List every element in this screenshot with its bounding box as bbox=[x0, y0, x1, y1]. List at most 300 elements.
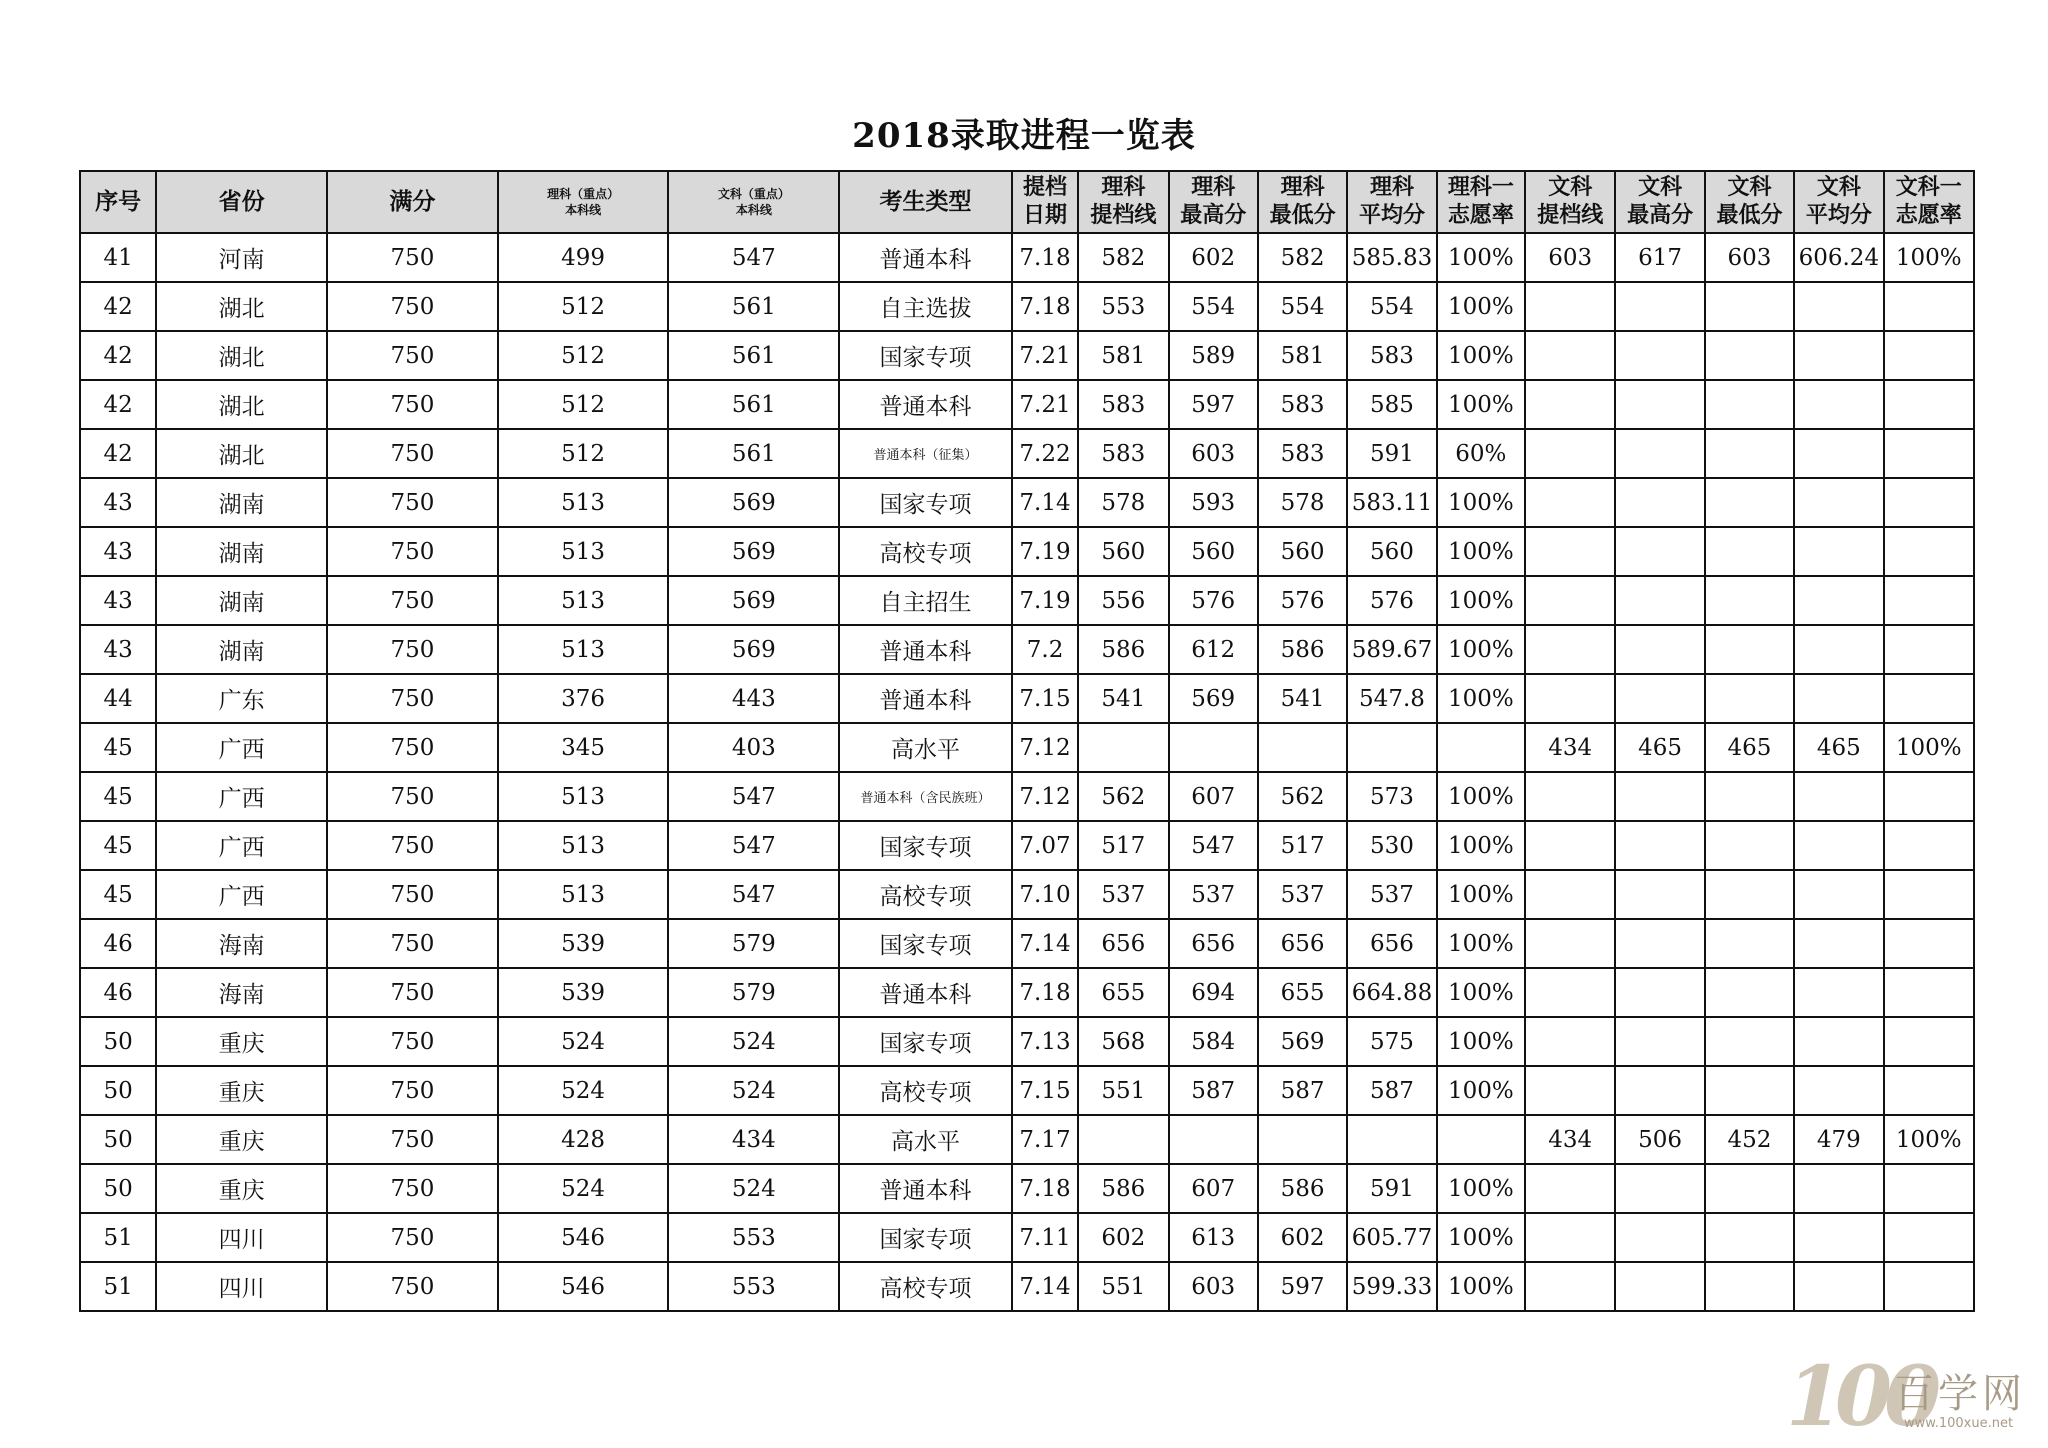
table-cell: 513 bbox=[498, 478, 669, 527]
table-row bbox=[80, 380, 1974, 429]
table-cell bbox=[1347, 723, 1436, 772]
table-cell: 586 bbox=[1078, 1164, 1168, 1213]
table-cell: 524 bbox=[668, 1017, 839, 1066]
table-cell: 428 bbox=[498, 1115, 669, 1164]
column-header-line: 提档线 bbox=[1537, 203, 1604, 228]
column-header-line: 最低分 bbox=[1269, 203, 1336, 228]
table-cell bbox=[1525, 968, 1615, 1017]
table-cell: 541 bbox=[1258, 674, 1347, 723]
column-header bbox=[1078, 171, 1168, 233]
table-cell bbox=[1705, 968, 1794, 1017]
table-cell bbox=[1884, 1213, 1974, 1262]
column-header-line: 提档 bbox=[1023, 175, 1068, 200]
column-header-line: 满分 bbox=[389, 189, 436, 215]
table-cell: 100% bbox=[1437, 1164, 1525, 1213]
table-cell: 高校专项 bbox=[839, 1066, 1012, 1115]
table-cell: 7.17 bbox=[1012, 1115, 1078, 1164]
table-cell bbox=[1794, 282, 1883, 331]
table-cell: 603 bbox=[1525, 233, 1615, 282]
table-cell: 434 bbox=[1525, 1115, 1615, 1164]
table-cell: 750 bbox=[327, 282, 498, 331]
table-cell: 569 bbox=[668, 478, 839, 527]
table-cell: 561 bbox=[668, 331, 839, 380]
column-header-line: 本科线 bbox=[565, 203, 602, 217]
table-cell bbox=[1705, 380, 1794, 429]
table-cell: 554 bbox=[1258, 282, 1347, 331]
table-cell: 561 bbox=[668, 380, 839, 429]
table-cell: 100% bbox=[1437, 1066, 1525, 1115]
table-cell: 50 bbox=[80, 1164, 156, 1213]
table-cell: 586 bbox=[1258, 1164, 1347, 1213]
table-cell bbox=[1884, 429, 1974, 478]
table-cell: 553 bbox=[668, 1262, 839, 1311]
table-cell: 100% bbox=[1437, 821, 1525, 870]
table-row bbox=[80, 870, 1974, 919]
table-cell: 41 bbox=[80, 233, 156, 282]
table-cell: 51 bbox=[80, 1213, 156, 1262]
column-header bbox=[1705, 171, 1794, 233]
table-cell: 376 bbox=[498, 674, 669, 723]
column-header bbox=[1347, 171, 1436, 233]
table-cell: 513 bbox=[498, 625, 669, 674]
table-cell: 603 bbox=[1169, 429, 1258, 478]
column-header bbox=[1258, 171, 1347, 233]
table-cell bbox=[1525, 1262, 1615, 1311]
table-cell bbox=[1794, 478, 1883, 527]
table-cell: 普通本科 bbox=[839, 674, 1012, 723]
table-cell: 国家专项 bbox=[839, 919, 1012, 968]
table-cell bbox=[1884, 625, 1974, 674]
table-cell bbox=[1705, 331, 1794, 380]
table-cell: 581 bbox=[1078, 331, 1168, 380]
table-cell bbox=[1525, 919, 1615, 968]
page-title: 2018录取进程一览表 bbox=[852, 116, 1196, 156]
table-cell: 7.15 bbox=[1012, 1066, 1078, 1115]
table-cell: 100% bbox=[1437, 1017, 1525, 1066]
table-cell bbox=[1794, 1066, 1883, 1115]
table-cell: 578 bbox=[1258, 478, 1347, 527]
table-cell bbox=[1525, 1017, 1615, 1066]
table-cell: 585.83 bbox=[1347, 233, 1436, 282]
column-header bbox=[1794, 171, 1883, 233]
table-cell bbox=[1705, 1213, 1794, 1262]
table-cell: 539 bbox=[498, 919, 669, 968]
table-cell bbox=[1169, 1115, 1258, 1164]
table-cell: 国家专项 bbox=[839, 1213, 1012, 1262]
table-cell: 607 bbox=[1169, 772, 1258, 821]
table-cell: 42 bbox=[80, 282, 156, 331]
table-cell: 750 bbox=[327, 380, 498, 429]
table-cell: 750 bbox=[327, 968, 498, 1017]
table-cell: 587 bbox=[1169, 1066, 1258, 1115]
table-cell bbox=[1884, 772, 1974, 821]
table-cell: 60% bbox=[1437, 429, 1525, 478]
table-cell: 512 bbox=[498, 380, 669, 429]
table-cell: 584 bbox=[1169, 1017, 1258, 1066]
table-cell: 537 bbox=[1078, 870, 1168, 919]
table-cell: 7.11 bbox=[1012, 1213, 1078, 1262]
table-cell: 547 bbox=[668, 870, 839, 919]
table-cell: 583 bbox=[1258, 429, 1347, 478]
column-header-line: 理科 bbox=[1191, 175, 1236, 200]
column-header-line: 提档线 bbox=[1090, 203, 1157, 228]
table-cell bbox=[1525, 870, 1615, 919]
table-cell bbox=[1884, 968, 1974, 1017]
table-cell: 自主选拔 bbox=[839, 282, 1012, 331]
table-cell bbox=[1884, 1262, 1974, 1311]
table-cell: 50 bbox=[80, 1017, 156, 1066]
table-cell: 重庆 bbox=[156, 1017, 327, 1066]
column-header bbox=[1884, 171, 1974, 233]
table-cell: 579 bbox=[668, 968, 839, 1017]
table-cell: 656 bbox=[1347, 919, 1436, 968]
table-cell: 750 bbox=[327, 1213, 498, 1262]
table-cell: 602 bbox=[1258, 1213, 1347, 1262]
table-cell bbox=[1705, 1164, 1794, 1213]
table-cell: 613 bbox=[1169, 1213, 1258, 1262]
table-cell bbox=[1794, 1164, 1883, 1213]
table-cell: 606.24 bbox=[1794, 233, 1883, 282]
table-cell bbox=[1525, 674, 1615, 723]
table-cell bbox=[1705, 429, 1794, 478]
column-header-line: 考生类型 bbox=[879, 189, 972, 215]
table-cell: 7.14 bbox=[1012, 1262, 1078, 1311]
table-cell bbox=[1615, 1066, 1704, 1115]
table-cell: 海南 bbox=[156, 919, 327, 968]
column-header-line: 理科 bbox=[1101, 175, 1146, 200]
table-cell: 7.19 bbox=[1012, 527, 1078, 576]
table-cell bbox=[1437, 1115, 1525, 1164]
table-cell: 593 bbox=[1169, 478, 1258, 527]
table-cell: 607 bbox=[1169, 1164, 1258, 1213]
table-cell bbox=[1615, 968, 1704, 1017]
table-cell: 597 bbox=[1169, 380, 1258, 429]
table-cell: 750 bbox=[327, 625, 498, 674]
table-cell: 750 bbox=[327, 1066, 498, 1115]
table-cell: 562 bbox=[1258, 772, 1347, 821]
table-cell: 42 bbox=[80, 429, 156, 478]
table-cell: 539 bbox=[498, 968, 669, 1017]
table-cell bbox=[1884, 919, 1974, 968]
table-cell: 524 bbox=[668, 1164, 839, 1213]
table-cell: 普通本科 bbox=[839, 1164, 1012, 1213]
table-row bbox=[80, 821, 1974, 870]
table-cell: 高水平 bbox=[839, 1115, 1012, 1164]
table-cell: 603 bbox=[1705, 233, 1794, 282]
table-cell bbox=[1884, 870, 1974, 919]
table-cell: 750 bbox=[327, 821, 498, 870]
column-header-line: 最高分 bbox=[1180, 203, 1247, 228]
table-cell: 513 bbox=[498, 576, 669, 625]
table-cell: 617 bbox=[1615, 233, 1704, 282]
table-cell: 45 bbox=[80, 772, 156, 821]
table-cell: 湖南 bbox=[156, 478, 327, 527]
table-cell: 512 bbox=[498, 282, 669, 331]
table-cell bbox=[1525, 625, 1615, 674]
table-cell: 585 bbox=[1347, 380, 1436, 429]
table-cell bbox=[1347, 1115, 1436, 1164]
column-header-line: 志愿率 bbox=[1895, 203, 1962, 228]
table-cell bbox=[1794, 429, 1883, 478]
table-cell: 普通本科（含民族班） bbox=[839, 772, 1012, 821]
table-cell bbox=[1615, 674, 1704, 723]
table-cell: 7.15 bbox=[1012, 674, 1078, 723]
table-cell: 560 bbox=[1078, 527, 1168, 576]
table-cell: 45 bbox=[80, 821, 156, 870]
table-cell bbox=[1437, 723, 1525, 772]
table-cell: 50 bbox=[80, 1115, 156, 1164]
table-row bbox=[80, 1017, 1974, 1066]
table-cell: 7.12 bbox=[1012, 723, 1078, 772]
table-cell: 国家专项 bbox=[839, 1017, 1012, 1066]
table-row bbox=[80, 331, 1974, 380]
table-cell: 7.22 bbox=[1012, 429, 1078, 478]
table-cell: 100% bbox=[1437, 772, 1525, 821]
table-cell: 561 bbox=[668, 282, 839, 331]
table-cell: 537 bbox=[1169, 870, 1258, 919]
table-cell: 576 bbox=[1347, 576, 1436, 625]
table-cell: 583.11 bbox=[1347, 478, 1436, 527]
table-cell: 569 bbox=[668, 527, 839, 576]
table-cell: 551 bbox=[1078, 1262, 1168, 1311]
table-cell: 599.33 bbox=[1347, 1262, 1436, 1311]
table-cell bbox=[1884, 1164, 1974, 1213]
table-cell: 656 bbox=[1258, 919, 1347, 968]
column-header-line: 文科（重点） bbox=[717, 187, 790, 201]
table-cell: 43 bbox=[80, 625, 156, 674]
table-cell: 100% bbox=[1437, 870, 1525, 919]
table-cell: 554 bbox=[1169, 282, 1258, 331]
table-row bbox=[80, 968, 1974, 1017]
table-cell: 587 bbox=[1347, 1066, 1436, 1115]
column-header bbox=[1615, 171, 1704, 233]
table-cell: 547 bbox=[1169, 821, 1258, 870]
table-cell: 582 bbox=[1078, 233, 1168, 282]
table-row bbox=[80, 1262, 1974, 1311]
table-cell bbox=[1794, 674, 1883, 723]
table-cell bbox=[1615, 282, 1704, 331]
table-cell: 750 bbox=[327, 723, 498, 772]
table-cell: 591 bbox=[1347, 1164, 1436, 1213]
table-cell: 587 bbox=[1258, 1066, 1347, 1115]
table-cell: 高校专项 bbox=[839, 1262, 1012, 1311]
table-cell: 524 bbox=[668, 1066, 839, 1115]
table-cell bbox=[1794, 821, 1883, 870]
table-cell: 750 bbox=[327, 870, 498, 919]
table-cell bbox=[1705, 1066, 1794, 1115]
table-cell: 湖南 bbox=[156, 527, 327, 576]
table-cell: 560 bbox=[1258, 527, 1347, 576]
table-row bbox=[80, 919, 1974, 968]
table-cell: 434 bbox=[1525, 723, 1615, 772]
table-cell bbox=[1705, 478, 1794, 527]
table-cell: 100% bbox=[1437, 968, 1525, 1017]
table-cell: 7.13 bbox=[1012, 1017, 1078, 1066]
table-cell: 499 bbox=[498, 233, 669, 282]
column-header bbox=[1437, 171, 1525, 233]
table-cell bbox=[1705, 772, 1794, 821]
table-row bbox=[80, 478, 1974, 527]
table-cell bbox=[1615, 625, 1704, 674]
table-cell: 7.18 bbox=[1012, 233, 1078, 282]
table-cell: 100% bbox=[1437, 919, 1525, 968]
table-cell: 513 bbox=[498, 772, 669, 821]
table-cell: 100% bbox=[1437, 233, 1525, 282]
table-cell: 43 bbox=[80, 527, 156, 576]
table-cell bbox=[1525, 380, 1615, 429]
table-cell: 高水平 bbox=[839, 723, 1012, 772]
table-row bbox=[80, 1164, 1974, 1213]
table-cell: 575 bbox=[1347, 1017, 1436, 1066]
column-header-line: 最高分 bbox=[1627, 203, 1694, 228]
table-cell: 560 bbox=[1169, 527, 1258, 576]
table-cell: 434 bbox=[668, 1115, 839, 1164]
table-cell bbox=[1615, 576, 1704, 625]
table-cell: 100% bbox=[1437, 282, 1525, 331]
table-cell bbox=[1615, 919, 1704, 968]
table-cell: 603 bbox=[1169, 1262, 1258, 1311]
table-cell bbox=[1615, 772, 1704, 821]
column-header bbox=[327, 171, 498, 233]
table-cell bbox=[1705, 821, 1794, 870]
table-cell bbox=[1705, 282, 1794, 331]
table-cell: 602 bbox=[1078, 1213, 1168, 1262]
table-cell: 551 bbox=[1078, 1066, 1168, 1115]
table-cell: 广西 bbox=[156, 870, 327, 919]
table-cell: 582 bbox=[1258, 233, 1347, 282]
table-cell: 569 bbox=[1169, 674, 1258, 723]
table-cell: 7.21 bbox=[1012, 331, 1078, 380]
watermark-text: 百学网 bbox=[1894, 1371, 2026, 1417]
table-cell: 569 bbox=[668, 625, 839, 674]
header-row bbox=[80, 171, 1974, 233]
table-cell: 100% bbox=[1437, 674, 1525, 723]
table-cell: 7.14 bbox=[1012, 478, 1078, 527]
table-cell: 750 bbox=[327, 1017, 498, 1066]
table-cell: 655 bbox=[1078, 968, 1168, 1017]
table-cell: 556 bbox=[1078, 576, 1168, 625]
table-cell: 547 bbox=[668, 821, 839, 870]
table-cell: 576 bbox=[1169, 576, 1258, 625]
table-cell bbox=[1705, 625, 1794, 674]
table-cell: 广东 bbox=[156, 674, 327, 723]
table-cell: 524 bbox=[498, 1164, 669, 1213]
table-cell: 国家专项 bbox=[839, 331, 1012, 380]
table-cell: 569 bbox=[668, 576, 839, 625]
table-cell: 100% bbox=[1437, 527, 1525, 576]
table-cell: 普通本科 bbox=[839, 968, 1012, 1017]
table-cell: 655 bbox=[1258, 968, 1347, 1017]
table-cell: 579 bbox=[668, 919, 839, 968]
table-cell: 湖北 bbox=[156, 429, 327, 478]
table-cell: 7.10 bbox=[1012, 870, 1078, 919]
table-cell: 普通本科 bbox=[839, 380, 1012, 429]
table-cell bbox=[1794, 625, 1883, 674]
table-row bbox=[80, 723, 1974, 772]
table-cell bbox=[1525, 429, 1615, 478]
table-cell: 589.67 bbox=[1347, 625, 1436, 674]
table-cell: 583 bbox=[1347, 331, 1436, 380]
table-cell bbox=[1884, 331, 1974, 380]
table-cell bbox=[1705, 919, 1794, 968]
table-cell: 750 bbox=[327, 1262, 498, 1311]
table-cell: 403 bbox=[668, 723, 839, 772]
table-cell: 517 bbox=[1078, 821, 1168, 870]
table-cell: 602 bbox=[1169, 233, 1258, 282]
table-cell: 560 bbox=[1347, 527, 1436, 576]
column-header-line: 日期 bbox=[1023, 203, 1068, 228]
table-cell: 7.19 bbox=[1012, 576, 1078, 625]
column-header bbox=[1525, 171, 1615, 233]
table-cell: 45 bbox=[80, 723, 156, 772]
table-cell bbox=[1615, 380, 1704, 429]
table-cell: 524 bbox=[498, 1066, 669, 1115]
table-cell: 海南 bbox=[156, 968, 327, 1017]
table-cell: 591 bbox=[1347, 429, 1436, 478]
table-cell: 7.14 bbox=[1012, 919, 1078, 968]
table-cell: 568 bbox=[1078, 1017, 1168, 1066]
table-cell: 43 bbox=[80, 576, 156, 625]
table-cell bbox=[1794, 968, 1883, 1017]
table-cell: 普通本科（征集） bbox=[839, 429, 1012, 478]
table-cell bbox=[1169, 723, 1258, 772]
table-cell: 国家专项 bbox=[839, 478, 1012, 527]
table-cell: 自主招生 bbox=[839, 576, 1012, 625]
table-cell bbox=[1884, 821, 1974, 870]
table-cell: 513 bbox=[498, 527, 669, 576]
table-cell: 43 bbox=[80, 478, 156, 527]
table-cell: 656 bbox=[1169, 919, 1258, 968]
table-cell bbox=[1615, 1164, 1704, 1213]
table-cell bbox=[1525, 1066, 1615, 1115]
table-cell: 452 bbox=[1705, 1115, 1794, 1164]
table-cell: 573 bbox=[1347, 772, 1436, 821]
column-header bbox=[80, 171, 156, 233]
table-cell: 589 bbox=[1169, 331, 1258, 380]
table-cell bbox=[1794, 870, 1883, 919]
table-cell: 479 bbox=[1794, 1115, 1883, 1164]
table-cell: 100% bbox=[1437, 1262, 1525, 1311]
table-row bbox=[80, 527, 1974, 576]
table-cell: 750 bbox=[327, 1164, 498, 1213]
table-cell: 569 bbox=[1258, 1017, 1347, 1066]
column-header-line: 理科 bbox=[1369, 175, 1414, 200]
table-cell: 100% bbox=[1437, 576, 1525, 625]
table-cell: 河南 bbox=[156, 233, 327, 282]
table-cell bbox=[1884, 1017, 1974, 1066]
table-cell bbox=[1794, 527, 1883, 576]
table-row bbox=[80, 429, 1974, 478]
table-cell: 581 bbox=[1258, 331, 1347, 380]
column-header-line: 省份 bbox=[218, 189, 265, 215]
watermark-number: 100 bbox=[1786, 1349, 1934, 1445]
table-cell bbox=[1525, 821, 1615, 870]
table-cell: 586 bbox=[1258, 625, 1347, 674]
table-cell bbox=[1258, 1115, 1347, 1164]
table-cell: 554 bbox=[1347, 282, 1436, 331]
table-cell: 42 bbox=[80, 331, 156, 380]
column-header-line: 文科 bbox=[1727, 175, 1772, 200]
table-cell: 四川 bbox=[156, 1262, 327, 1311]
table-cell bbox=[1884, 527, 1974, 576]
table-cell bbox=[1794, 919, 1883, 968]
table-cell: 750 bbox=[327, 674, 498, 723]
table-cell: 重庆 bbox=[156, 1066, 327, 1115]
column-header-line: 理科一 bbox=[1447, 175, 1514, 200]
table-row bbox=[80, 772, 1974, 821]
table-cell bbox=[1615, 331, 1704, 380]
table-cell: 578 bbox=[1078, 478, 1168, 527]
